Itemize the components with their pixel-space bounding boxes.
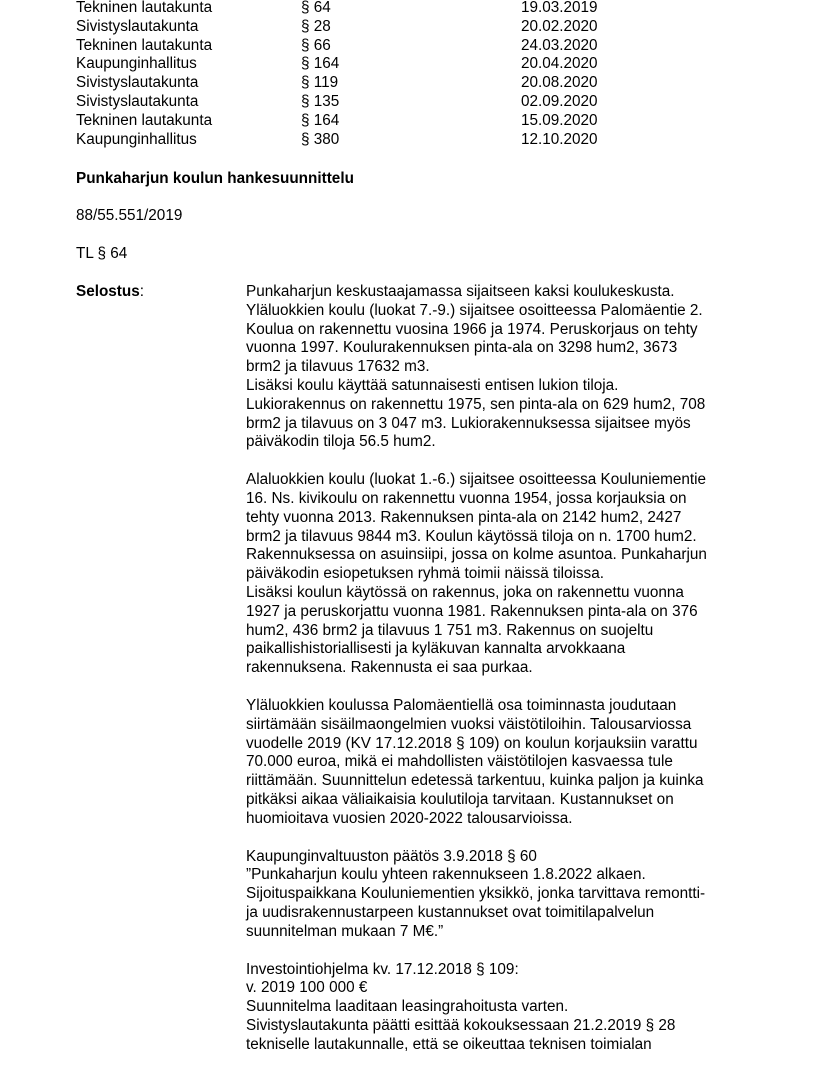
history-org: Kaupunginhallitus xyxy=(76,55,197,73)
paragraph-line: Lukiorakennus on rakennettu 1975, sen pinta-ala on 629 hum2, 708 xyxy=(246,395,706,413)
history-section: § 119 xyxy=(301,74,339,92)
history-date: 20.02.2020 xyxy=(521,17,598,35)
selostus-label xyxy=(76,283,144,301)
paragraph-line: vuonna 1997. Koulurakennuksen pinta-ala on 3298 hum2, 3673 xyxy=(246,339,678,357)
history-row xyxy=(0,112,816,131)
paragraph-line: Lisäksi koulu käyttää satunnaisesti entisen lukion tiloja. xyxy=(246,376,619,394)
history-date: 02.09.2020 xyxy=(521,92,598,110)
paragraph-line: siirtämään sisäilmaongelmien vuoksi väistötiloihin. Talousarviossa xyxy=(246,715,692,733)
paragraph-line: pitkäksi aikaa väliaikaisia koulutiloja tarvitaan. Kustannukset on xyxy=(246,790,674,808)
paragraph xyxy=(246,848,746,942)
selostus-label-colon: : xyxy=(139,283,145,300)
paragraph-line: ja uudisrakennustarpeen kustannukset ovat toimitilapalvelun xyxy=(246,903,655,921)
paragraph-line: päiväkodin tiloja 56.5 hum2. xyxy=(246,433,436,451)
paragraph xyxy=(246,283,746,452)
paragraph-line: v. 2019 100 000 € xyxy=(246,979,368,997)
paragraph-line: brm2 ja tilavuus 17632 m3. xyxy=(246,358,430,376)
history-org: Tekninen lautakunta xyxy=(76,36,213,54)
history-section: § 64 xyxy=(301,0,331,16)
history-section: § 135 xyxy=(301,92,340,110)
decision-history-table xyxy=(0,0,816,149)
paragraph-line: tehty vuonna 2013. Rakennuksen pinta-ala on 2142 hum2, 2427 xyxy=(246,508,682,526)
history-org: Tekninen lautakunta xyxy=(76,0,213,16)
history-org: Tekninen lautakunta xyxy=(76,111,213,129)
paragraph xyxy=(246,697,746,829)
paragraph-line: Sijoituspaikkana Kouluniementien yksikkö, jonka tarvittava remontti- xyxy=(246,885,706,903)
history-date: 15.09.2020 xyxy=(521,111,598,129)
history-org: Sivistyslautakunta xyxy=(76,17,199,35)
paragraph-line: suunnitelman mukaan 7 M€.” xyxy=(246,922,444,940)
history-section: § 164 xyxy=(301,55,340,73)
paragraph-line: Rakennuksessa on asuinsiipi, jossa on kolme asuntoa. Punkaharjun xyxy=(246,546,707,564)
history-row xyxy=(0,37,816,56)
paragraph-line: 70.000 euroa, mikä ei mahdollisten väistötilojen kasvaessa tule xyxy=(246,753,673,771)
paragraph-line: 1927 ja peruskorjattu vuonna 1981. Rakennuksen pinta-ala on 376 xyxy=(246,602,698,620)
history-section: § 164 xyxy=(301,111,340,129)
history-org: Kaupunginhallitus xyxy=(76,130,197,148)
paragraph-line: Yläluokkien koulussa Palomäentiellä osa toiminnasta joudutaan xyxy=(246,696,677,714)
history-date: 20.08.2020 xyxy=(521,74,598,92)
paragraph-line: Investointiohjelma kv. 17.12.2018 § 109: xyxy=(246,960,519,978)
paragraph xyxy=(246,471,746,678)
paragraph xyxy=(246,961,746,1055)
history-row xyxy=(0,18,816,37)
paragraph-line: 16. Ns. kivikoulu on rakennettu vuonna 1954, jossa korjauksia on xyxy=(246,489,687,507)
paragraph-line: Yläluokkien koulu (luokat 7.-9.) sijaitsee osoitteessa Palomäentie 2. xyxy=(246,301,703,319)
paragraph-line: Kaupunginvaltuuston päätös 3.9.2018 § 60 xyxy=(246,847,537,865)
history-row xyxy=(0,0,816,18)
selostus-label-text: Selostus xyxy=(76,283,140,300)
history-row xyxy=(0,74,816,93)
history-date: 20.04.2020 xyxy=(521,55,598,73)
paragraph-line: Sivistyslautakunta päätti esittää kokouksessaan 21.2.2019 § 28 xyxy=(246,1016,676,1034)
paragraph-line: riittämään. Suunnittelun edetessä tarkentuu, kuinka paljon ja kuinka xyxy=(246,772,704,790)
paragraph-line: vuodelle 2019 (KV 17.12.2018 § 109) on koulun korjauksiin varattu xyxy=(246,734,698,752)
paragraph-line: brm2 ja tilavuus 9844 m3. Koulun käytössä tiloja on n. 1700 hum2. xyxy=(246,527,697,545)
paragraph-line: Alaluokkien koulu (luokat 1.-6.) sijaitsee osoitteessa Kouluniementie xyxy=(246,471,707,489)
paragraph-line: ”Punkaharjun koulu yhteen rakennukseen 1.8.2022 alkaen. xyxy=(246,866,646,884)
history-date: 12.10.2020 xyxy=(521,130,598,148)
tl-reference: TL § 64 xyxy=(76,245,128,262)
paragraph-line: brm2 ja tilavuus on 3 047 m3. Lukiorakennuksessa sijaitsee myös xyxy=(246,414,691,432)
diary-number: 88/55.551/2019 xyxy=(76,207,183,224)
history-section: § 380 xyxy=(301,130,340,148)
history-date: 19.03.2019 xyxy=(521,0,598,16)
item-title: Punkaharjun koulun hankesuunnittelu xyxy=(76,170,354,187)
history-section: § 28 xyxy=(301,17,331,35)
history-row xyxy=(0,93,816,112)
history-section: § 66 xyxy=(301,36,331,54)
paragraph-line: Suunnitelma laaditaan leasingrahoitusta varten. xyxy=(246,998,569,1016)
paragraph-line: Lisäksi koulun käytössä on rakennus, joka on rakennettu vuonna xyxy=(246,583,684,601)
paragraph-line: hum2, 436 brm2 ja tilavuus 1 751 m3. Rakennus on suojeltu xyxy=(246,621,654,639)
paragraph-line: rakennuksena. Rakennusta ei saa purkaa. xyxy=(246,659,533,677)
paragraph-line: paikallishistoriallisesti ja kyläkuvan kannalta arvokkaana xyxy=(246,640,626,658)
paragraph-line: Koulua on rakennettu vuosina 1966 ja 1974. Peruskorjaus on tehty xyxy=(246,320,698,338)
paragraph-line: tekniselle lautakunnalle, että se oikeuttaa teknisen toimialan xyxy=(246,1035,652,1053)
history-date: 24.03.2020 xyxy=(521,36,598,54)
paragraph-line: päiväkodin esiopetuksen ryhmä toimii näissä tiloissa. xyxy=(246,565,604,583)
history-row xyxy=(0,131,816,150)
history-row xyxy=(0,55,816,74)
selostus-body xyxy=(246,283,746,1073)
paragraph-line: huomioitava vuosien 2020-2022 talousarvioissa. xyxy=(246,809,573,827)
history-org: Sivistyslautakunta xyxy=(76,92,199,110)
paragraph-line: Punkaharjun keskustaajamassa sijaitseen kaksi koulukeskusta. xyxy=(246,283,675,300)
history-org: Sivistyslautakunta xyxy=(76,74,199,92)
